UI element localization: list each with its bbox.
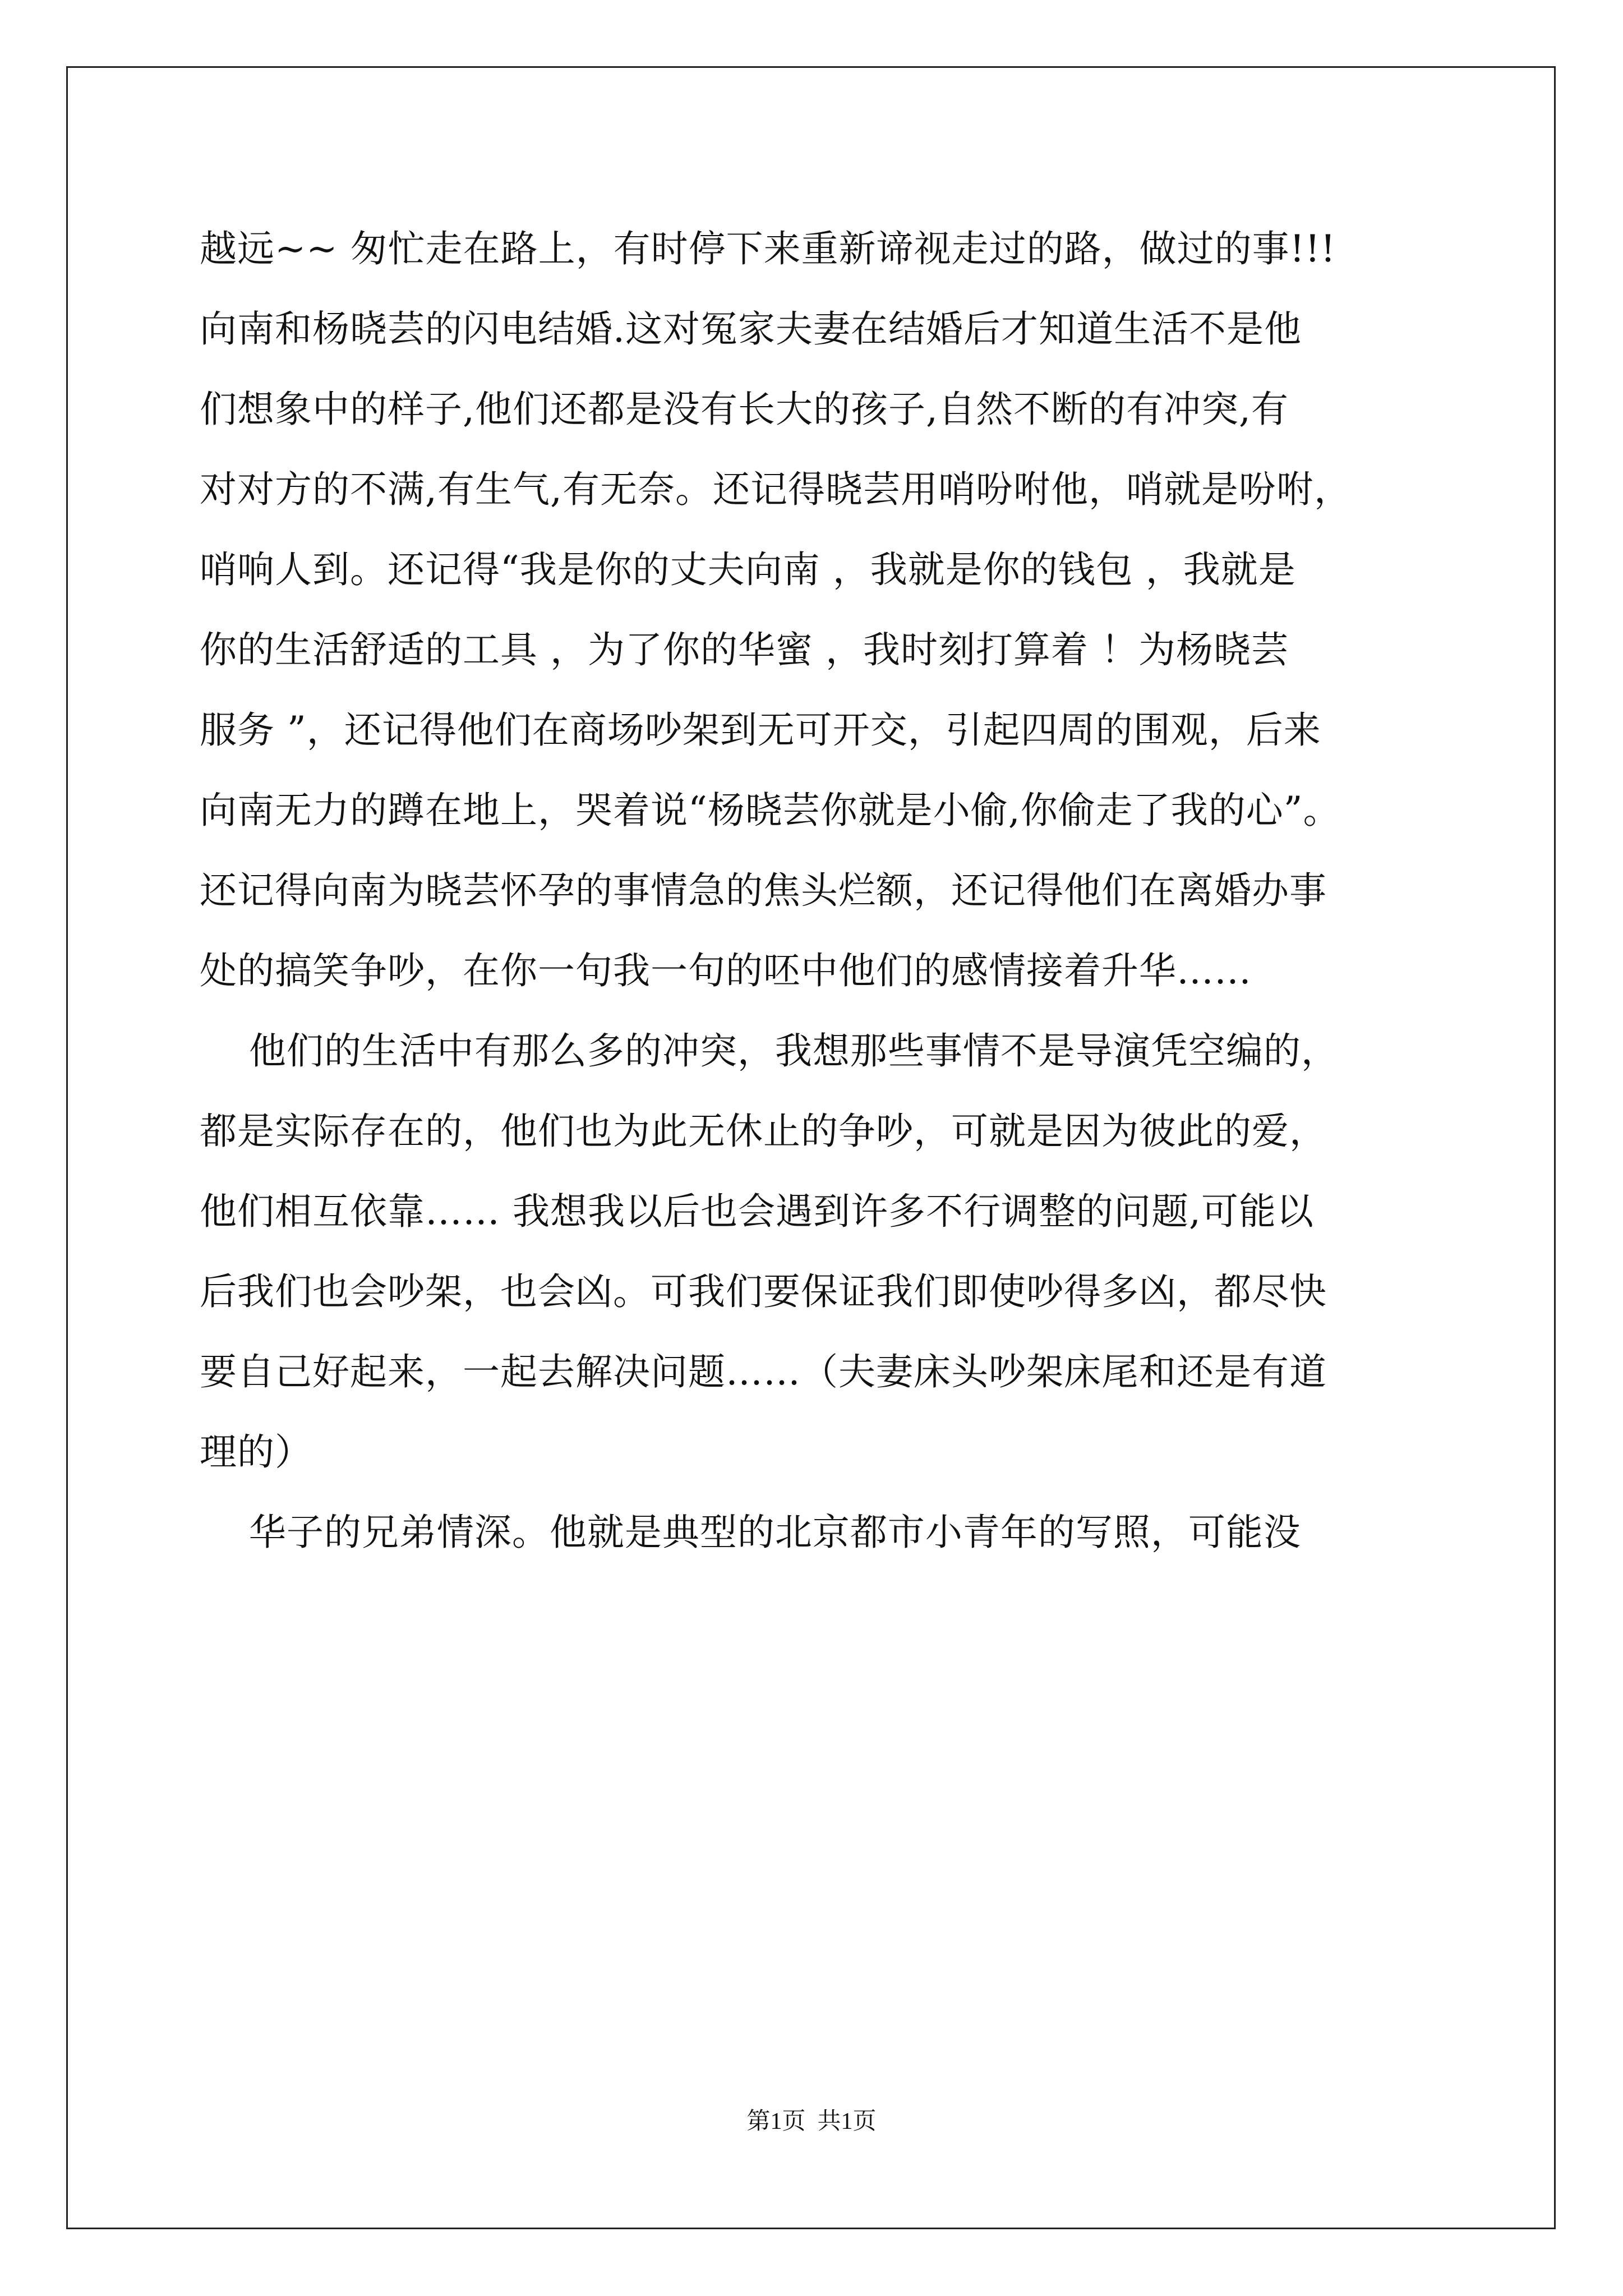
text-line: 对对方的不满,有生气,有无奈。还记得晓芸用哨吩咐他，哨就是吩咐， xyxy=(200,468,1352,511)
text-line: 你的生活舒适的工具 ，为了你的华蜜 ，我时刻打算着 ！为杨晓芸 xyxy=(200,628,1289,671)
text-line: 要自己好起来，一起去解决问题……（夫妻床头吵架床尾和还是有道 xyxy=(200,1350,1327,1393)
document-body xyxy=(200,209,1450,1572)
text-line: 都是实际存在的，他们也为此无休止的争吵，可就是因为彼此的爱， xyxy=(200,1110,1327,1153)
text-line: 哨响人到。还记得“我是你的丈夫向南 ，我就是你的钱包 ，我就是 xyxy=(200,548,1296,591)
text-line: 们想象中的样子,他们还都是没有长大的孩子,自然不断的有冲突,有 xyxy=(200,388,1289,431)
page-footer: 第1页 共1页 xyxy=(746,2109,877,2134)
text-line: 向南和杨晓芸的闪电结婚.这对冤家夫妻在结婚后才知道生活不是他 xyxy=(200,307,1302,351)
text-line: 理的） xyxy=(200,1430,312,1474)
text-line: 他们相互依靠…… 我想我以后也会遇到许多不行调整的问题,可能以 xyxy=(200,1190,1314,1233)
text-line: 他们的生活中有那么多的冲突，我想那些事情不是导演凭空编的， xyxy=(200,1029,1339,1073)
text-line: 华子的兄弟情深。他就是典型的北京都市小青年的写照，可能没 xyxy=(200,1511,1301,1554)
text-line: 还记得向南为晓芸怀孕的事情急的焦头烂额，还记得他们在离婚办事 xyxy=(200,869,1327,912)
text-line: 处的搞笑争吵，在你一句我一句的呸中他们的感情接着升华…… xyxy=(200,949,1252,992)
text-line: 越远~~ 匆忙走在路上，有时停下来重新谛视走过的路，做过的事!!! xyxy=(200,227,1336,270)
text-line: 服务 ”，还记得他们在商场吵架到无可开交，引起四周的围观，后来 xyxy=(200,708,1321,752)
text-line: 向南无力的蹲在地上，哭着说“杨晓芸你就是小偷,你偷走了我的心”。 xyxy=(200,789,1341,832)
text-line: 后我们也会吵架，也会凶。可我们要保证我们即使吵得多凶，都尽快 xyxy=(200,1270,1327,1313)
